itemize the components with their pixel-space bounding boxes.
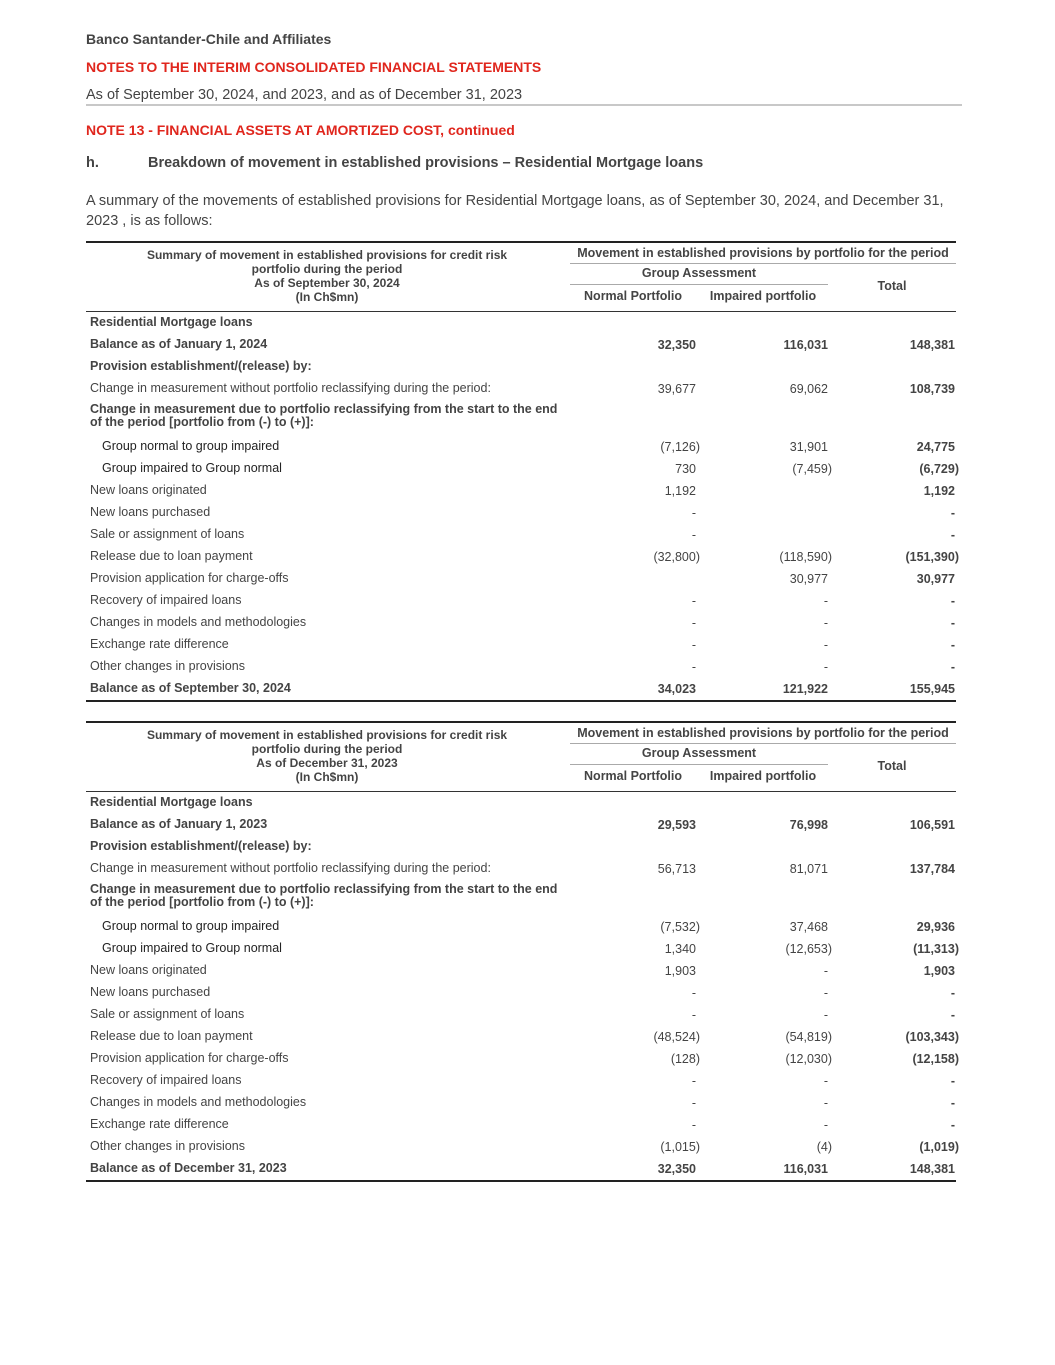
normal-portfolio-header: Normal Portfolio bbox=[584, 289, 682, 303]
row-label: Balance as of January 1, 2024 bbox=[90, 337, 268, 351]
impaired-portfolio-value: (118,590) bbox=[779, 550, 832, 564]
impaired-portfolio-value: (12,030) bbox=[785, 1052, 832, 1066]
normal-portfolio-value: - bbox=[691, 986, 696, 1000]
row-label: Exchange rate difference bbox=[90, 1117, 229, 1131]
total-value: - bbox=[950, 528, 955, 542]
section-letter: h. bbox=[86, 155, 99, 171]
normal-portfolio-value: 39,677 bbox=[657, 382, 696, 396]
table-row bbox=[86, 612, 956, 634]
total-value: 1,903 bbox=[923, 964, 955, 978]
normal-portfolio-header: Normal Portfolio bbox=[584, 769, 682, 783]
total-value: 29,936 bbox=[916, 920, 955, 934]
table-header bbox=[86, 721, 956, 792]
total-value: (1,019) bbox=[919, 1140, 959, 1154]
row-label: Balance as of January 1, 2023 bbox=[90, 817, 268, 831]
row-label: New loans purchased bbox=[90, 985, 211, 999]
total-value: 108,739 bbox=[909, 382, 955, 396]
normal-portfolio-value: 1,340 bbox=[664, 942, 696, 956]
total-value: (103,343) bbox=[905, 1030, 959, 1044]
total-value: 24,775 bbox=[916, 440, 955, 454]
table-row bbox=[86, 524, 956, 546]
normal-portfolio-value: 34,023 bbox=[657, 682, 696, 696]
row-label: Other changes in provisions bbox=[90, 659, 245, 673]
normal-portfolio-value: (48,524) bbox=[653, 1030, 700, 1044]
group-assessment-header: Group Assessment bbox=[570, 746, 828, 765]
normal-portfolio-value: (7,532) bbox=[660, 920, 700, 934]
impaired-portfolio-value: (54,819) bbox=[785, 1030, 832, 1044]
total-value: 1,192 bbox=[923, 484, 955, 498]
normal-portfolio-value: (128) bbox=[670, 1052, 700, 1066]
impaired-portfolio-value: 116,031 bbox=[783, 338, 828, 352]
total-value: 137,784 bbox=[909, 862, 955, 876]
table-row bbox=[86, 1158, 956, 1180]
row-label: Release due to loan payment bbox=[90, 549, 253, 563]
table-row bbox=[86, 1092, 956, 1114]
table-row bbox=[86, 1136, 959, 1158]
normal-portfolio-value: - bbox=[691, 1118, 696, 1132]
provisions-table-dec-2023 bbox=[86, 721, 959, 1182]
total-value: 106,591 bbox=[909, 818, 955, 832]
total-value: 155,945 bbox=[909, 682, 955, 696]
table-row bbox=[86, 1114, 956, 1136]
total-header: Total bbox=[877, 759, 907, 773]
impaired-portfolio-value: 69,062 bbox=[789, 382, 828, 396]
impaired-portfolio-value: 121,922 bbox=[782, 682, 828, 696]
total-value: (6,729) bbox=[919, 462, 959, 476]
row-label: Change in measurement due to portfolio reclassifying from the start to the end of the period [portfolio from (-) to (+)]: bbox=[90, 882, 558, 909]
caption-line: Summary of movement in established provisions for credit risk bbox=[146, 248, 508, 262]
row-label: Balance as of December 31, 2023 bbox=[90, 1161, 287, 1175]
row-label: Residential Mortgage loans bbox=[90, 315, 253, 329]
impaired-portfolio-value: - bbox=[823, 964, 828, 978]
total-value: - bbox=[950, 660, 955, 674]
caption-line: Summary of movement in established provisions for credit risk bbox=[146, 728, 508, 742]
impaired-portfolio-header: Impaired portfolio bbox=[709, 769, 817, 783]
row-label: New loans purchased bbox=[90, 505, 211, 519]
table-row bbox=[86, 568, 956, 590]
normal-portfolio-value: 730 bbox=[675, 462, 696, 476]
normal-portfolio-value: 32,350 bbox=[657, 338, 696, 352]
table-row bbox=[86, 938, 959, 960]
section-title: Breakdown of movement in established provisions – Residential Mortgage loans bbox=[148, 155, 704, 171]
normal-portfolio-value: 32,350 bbox=[657, 1162, 696, 1176]
total-value: - bbox=[950, 506, 955, 520]
table-row bbox=[86, 814, 956, 836]
table-row bbox=[86, 378, 956, 400]
table-row bbox=[86, 590, 956, 612]
row-label: Provision establishment/(release) by: bbox=[90, 839, 312, 853]
table-row bbox=[86, 656, 956, 678]
table-row bbox=[86, 792, 956, 814]
total-value: (11,313) bbox=[913, 942, 959, 956]
normal-portfolio-value: 29,593 bbox=[657, 818, 696, 832]
total-value: - bbox=[950, 1118, 955, 1132]
normal-portfolio-value: (32,800) bbox=[653, 550, 700, 564]
impaired-portfolio-value: 76,998 bbox=[789, 818, 828, 832]
total-value: - bbox=[950, 1008, 955, 1022]
normal-portfolio-value: - bbox=[691, 616, 696, 630]
normal-portfolio-value: - bbox=[691, 638, 696, 652]
table-row bbox=[86, 1004, 956, 1026]
impaired-portfolio-value: - bbox=[823, 1008, 828, 1022]
table-row bbox=[86, 916, 956, 938]
provisions-table-sep-2024 bbox=[86, 241, 959, 702]
table-row bbox=[86, 546, 959, 568]
table-row bbox=[86, 400, 956, 436]
impaired-portfolio-value: 81,071 bbox=[789, 862, 828, 876]
note-title: NOTE 13 - FINANCIAL ASSETS AT AMORTIZED COST, continued bbox=[86, 122, 515, 138]
impaired-portfolio-value: (4) bbox=[816, 1140, 832, 1154]
impaired-portfolio-value: 116,031 bbox=[783, 1162, 828, 1176]
caption-line: portfolio during the period bbox=[251, 742, 403, 756]
total-value: (12,158) bbox=[912, 1052, 959, 1066]
intro-paragraph: A summary of the movements of established provisions for Residential Mortgage loans, as of September 30, 2024, and December 31, 2023 , is as follows: bbox=[86, 193, 944, 229]
normal-portfolio-value: 56,713 bbox=[657, 862, 696, 876]
impaired-portfolio-value: - bbox=[823, 660, 828, 674]
impaired-portfolio-value: - bbox=[823, 594, 828, 608]
row-label: Change in measurement without portfolio reclassifying during the period: bbox=[90, 861, 491, 875]
total-value: - bbox=[950, 1096, 955, 1110]
header-divider bbox=[86, 104, 962, 106]
caption-line: As of September 30, 2024 bbox=[254, 276, 400, 290]
normal-portfolio-value: - bbox=[691, 506, 696, 520]
impaired-portfolio-value: - bbox=[823, 1118, 828, 1132]
row-label: Provision establishment/(release) by: bbox=[90, 359, 312, 373]
table-row bbox=[86, 502, 956, 524]
row-label: New loans originated bbox=[90, 963, 207, 977]
normal-portfolio-value: - bbox=[691, 594, 696, 608]
total-value: - bbox=[950, 1074, 955, 1088]
row-label: Exchange rate difference bbox=[90, 637, 229, 651]
impaired-portfolio-value: - bbox=[823, 616, 828, 630]
table-row bbox=[86, 1026, 959, 1048]
row-label: Recovery of impaired loans bbox=[90, 1073, 242, 1087]
normal-portfolio-value: (1,015) bbox=[660, 1140, 700, 1154]
impaired-portfolio-value: - bbox=[823, 1096, 828, 1110]
row-label: Recovery of impaired loans bbox=[90, 593, 242, 607]
total-value: - bbox=[950, 986, 955, 1000]
row-label: Change in measurement without portfolio reclassifying during the period: bbox=[90, 381, 491, 395]
caption-line: portfolio during the period bbox=[251, 262, 403, 276]
impaired-portfolio-value: 37,468 bbox=[789, 920, 828, 934]
impaired-portfolio-value: (7,459) bbox=[792, 462, 832, 476]
table-caption bbox=[86, 248, 568, 304]
table-body bbox=[86, 792, 959, 1182]
movement-header: Movement in established provisions by portfolio for the period bbox=[570, 726, 956, 744]
normal-portfolio-value: - bbox=[691, 1074, 696, 1088]
table-row bbox=[86, 458, 959, 480]
row-label: Changes in models and methodologies bbox=[90, 1095, 307, 1109]
total-value: - bbox=[950, 638, 955, 652]
normal-portfolio-value: (7,126) bbox=[660, 440, 700, 454]
impaired-portfolio-value: - bbox=[823, 638, 828, 652]
table-row bbox=[86, 1048, 959, 1070]
table-row bbox=[86, 880, 956, 916]
notes-title: NOTES TO THE INTERIM CONSOLIDATED FINANCIAL STATEMENTS bbox=[86, 59, 542, 75]
caption-line: (In Ch$mn) bbox=[295, 770, 359, 784]
row-label: Provision application for charge-offs bbox=[90, 1051, 289, 1065]
table-row bbox=[86, 312, 956, 334]
table-row bbox=[86, 634, 956, 656]
group-assessment-header: Group Assessment bbox=[570, 266, 828, 285]
table-row bbox=[86, 334, 956, 356]
table-row bbox=[86, 982, 956, 1004]
table-row bbox=[86, 858, 956, 880]
impaired-portfolio-value: (12,653) bbox=[785, 942, 832, 956]
row-label: New loans originated bbox=[90, 483, 207, 497]
row-label: Group impaired to Group normal bbox=[102, 941, 282, 955]
row-label: Sale or assignment of loans bbox=[90, 527, 245, 541]
row-label: Sale or assignment of loans bbox=[90, 1007, 245, 1021]
normal-portfolio-value: - bbox=[691, 1096, 696, 1110]
movement-header: Movement in established provisions by portfolio for the period bbox=[570, 246, 956, 264]
impaired-portfolio-value: 31,901 bbox=[789, 440, 828, 454]
table-row bbox=[86, 480, 956, 502]
normal-portfolio-value: - bbox=[691, 660, 696, 674]
table-row bbox=[86, 678, 956, 700]
impaired-portfolio-value: 30,977 bbox=[789, 572, 828, 586]
impaired-portfolio-value: - bbox=[823, 1074, 828, 1088]
table-header bbox=[86, 241, 956, 312]
table-body bbox=[86, 312, 959, 702]
row-label: Balance as of September 30, 2024 bbox=[90, 681, 291, 695]
impaired-portfolio-value: - bbox=[823, 986, 828, 1000]
row-label: Group normal to group impaired bbox=[102, 919, 280, 933]
table-row bbox=[86, 836, 956, 858]
row-label: Changes in models and methodologies bbox=[90, 615, 307, 629]
total-value: - bbox=[950, 616, 955, 630]
row-label: Other changes in provisions bbox=[90, 1139, 245, 1153]
normal-portfolio-value: - bbox=[691, 1008, 696, 1022]
row-label: Release due to loan payment bbox=[90, 1029, 253, 1043]
total-value: (151,390) bbox=[905, 550, 959, 564]
table-row bbox=[86, 960, 956, 982]
impaired-portfolio-header: Impaired portfolio bbox=[709, 289, 817, 303]
total-value: 30,977 bbox=[916, 572, 955, 586]
row-label: Group normal to group impaired bbox=[102, 439, 280, 453]
caption-line: (In Ch$mn) bbox=[295, 290, 359, 304]
company-name: Banco Santander-Chile and Affiliates bbox=[86, 31, 332, 47]
caption-line: As of December 31, 2023 bbox=[256, 756, 398, 770]
normal-portfolio-value: 1,192 bbox=[664, 484, 696, 498]
total-value: - bbox=[950, 594, 955, 608]
table-row bbox=[86, 356, 956, 378]
row-label: Group impaired to Group normal bbox=[102, 461, 282, 475]
table-row bbox=[86, 436, 956, 458]
total-value: 148,381 bbox=[909, 338, 955, 352]
row-label: Change in measurement due to portfolio reclassifying from the start to the end of the period [portfolio from (-) to (+)]: bbox=[90, 402, 558, 429]
table-caption bbox=[86, 728, 568, 784]
normal-portfolio-value: - bbox=[691, 528, 696, 542]
total-value: 148,381 bbox=[909, 1162, 955, 1176]
row-label: Residential Mortgage loans bbox=[90, 795, 253, 809]
row-label: Provision application for charge-offs bbox=[90, 571, 289, 585]
table-row bbox=[86, 1070, 956, 1092]
normal-portfolio-value: 1,903 bbox=[664, 964, 696, 978]
as-of-date-line: As of September 30, 2024, and 2023, and as of December 31, 2023 bbox=[86, 87, 523, 103]
total-header: Total bbox=[877, 279, 907, 293]
